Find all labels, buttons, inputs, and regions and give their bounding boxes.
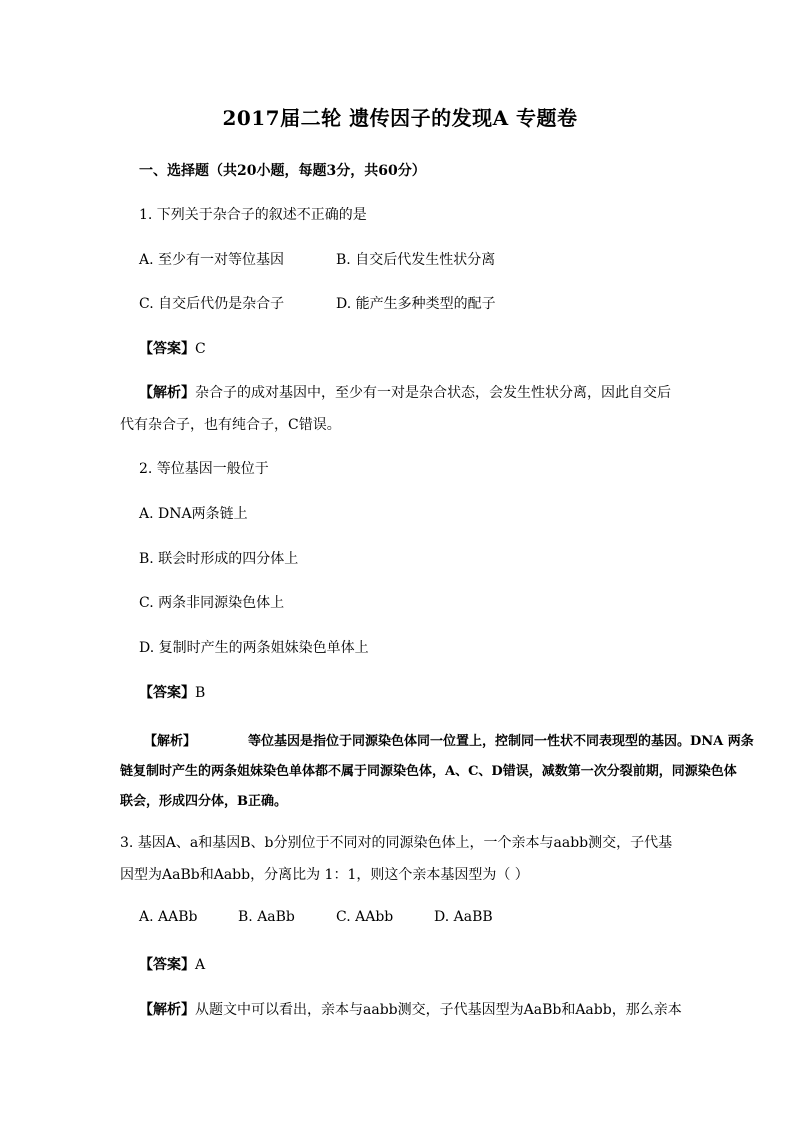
explanation-label: 【解析】 xyxy=(144,734,197,749)
answer-label: 【答案】 xyxy=(139,957,195,973)
answer-label: 【答案】 xyxy=(139,685,195,701)
question-3-option-a: A. AABb xyxy=(139,909,198,925)
explanation-label: 【解析】 xyxy=(139,385,195,401)
question-1-option-c: C. 自交后代仍是杂合子 xyxy=(139,296,285,312)
question-1-explanation-line-1 xyxy=(139,382,671,402)
question-2-stem: 2. 等位基因一般位于 xyxy=(139,461,269,477)
question-3-option-b: B. AaBb xyxy=(238,909,295,925)
explanation-label: 【解析】 xyxy=(139,1002,195,1018)
page-title: 2017届二轮 遗传因子的发现A 专题卷 xyxy=(222,106,578,130)
answer-label: 【答案】 xyxy=(139,341,195,357)
question-2-option-c: C. 两条非同源染色体上 xyxy=(139,595,285,611)
explanation-text: 杂合子的成对基因中，至少有一对是杂合状态，会发生性状分离，因此自交后 xyxy=(195,385,671,401)
answer-value: B xyxy=(195,685,206,701)
question-1-option-a: A. 至少有一对等位基因 xyxy=(139,252,285,268)
question-2-option-d: D. 复制时产生的两条姐妹染色单体上 xyxy=(139,640,369,656)
question-3-stem-line-1: 3. 基因A、a和基因B、b分别位于不同对的同源染色体上，一个亲本与aabb测交，子代基 xyxy=(120,835,673,851)
question-2-option-a: A. DNA两条链上 xyxy=(139,506,248,522)
answer-value: C xyxy=(195,341,206,357)
question-1-option-d: D. 能产生多种类型的配子 xyxy=(336,296,496,312)
explanation-line-1: 等位基因是指位于同源染色体同一位置上，控制同一性状不同表现型的基因。DNA 两条 xyxy=(248,734,754,749)
explanation-line-2: 链复制时产生的两条姐妹染色单体都不属于同源染色体，A、C、D错误，减数第一次分裂前期，同源染色体 xyxy=(120,764,737,779)
explanation-text: 从题文中可以看出，亲本与aabb测交，子代基因型为AaBb和Aabb，那么亲本 xyxy=(195,1002,682,1018)
question-2-answer xyxy=(139,682,205,702)
answer-value: A xyxy=(195,957,206,973)
question-2-explanation xyxy=(120,727,754,817)
question-3-option-d: D. AaBB xyxy=(434,909,493,925)
question-3-option-c: C. AAbb xyxy=(336,909,394,925)
question-1-option-b: B. 自交后代发生性状分离 xyxy=(336,252,496,268)
explanation-line-3: 联会，形成四分体，B正确。 xyxy=(120,794,287,809)
question-3-stem-line-2: 因型为AaBb和Aabb，分离比为 1：1，则这个亲本基因型为（ ） xyxy=(120,867,529,883)
question-3-answer xyxy=(139,954,205,974)
question-2-option-b: B. 联会时形成的四分体上 xyxy=(139,551,299,567)
question-1-stem: 1. 下列关于杂合子的叙述不正确的是 xyxy=(139,207,367,223)
question-1-answer xyxy=(139,338,206,358)
question-1-explanation-line-2: 代有杂合子，也有纯合子，C错误。 xyxy=(120,417,341,433)
section-heading: 一、选择题（共20小题，每题3分，共60分） xyxy=(139,163,426,179)
question-3-explanation-line-1 xyxy=(139,999,682,1019)
